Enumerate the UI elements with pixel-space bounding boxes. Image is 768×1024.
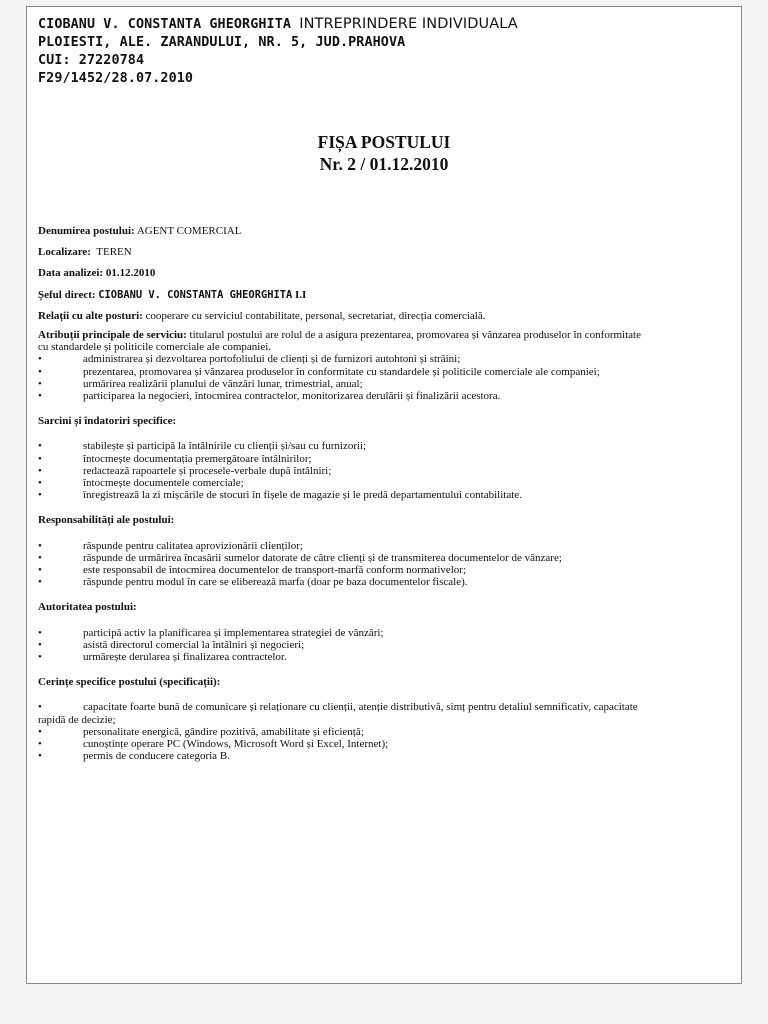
document-page: [26, 6, 742, 984]
sarcini-list: [38, 440, 733, 501]
list-item: [38, 750, 733, 762]
list-item-text: răspunde pentru calitatea aprovizionării clienților;: [83, 539, 303, 552]
field-value: TEREN: [96, 246, 132, 259]
responsabilitati-heading: Responsabilități ale postului:: [38, 514, 175, 527]
section-label: Atribuții principale de serviciu:: [38, 329, 187, 342]
list-item: [38, 701, 733, 713]
field-value-suffix: I.I: [294, 288, 307, 301]
company-name: CIOBANU V. CONSTANTA GHEORGHITA: [38, 17, 292, 32]
bullet-icon: •: [38, 365, 42, 378]
list-item: [38, 627, 733, 639]
autoritate-heading: Autoritatea postului:: [38, 601, 137, 614]
list-item: [38, 353, 733, 365]
company-type: INTREPRINDERE INDIVIDUALA: [299, 16, 518, 32]
bullet-icon: •: [38, 477, 42, 490]
atributii-list: [38, 353, 733, 402]
list-item: [38, 651, 733, 663]
field-denumire: [38, 225, 733, 237]
bullet-icon: •: [38, 701, 42, 714]
list-item: [38, 378, 733, 390]
bullet-icon: •: [38, 452, 42, 465]
list-item-text: participarea la negocieri, întocmirea contractelor, monitorizarea derulării și finalizării acestora.: [83, 390, 501, 403]
field-label: Relații cu alte posturi:: [38, 309, 143, 322]
list-item-text: participă activ la planificarea și implementarea strategiei de vânzări;: [83, 626, 384, 639]
list-item: [38, 453, 733, 465]
field-value: cooperare cu serviciul contabilitate, personal, secretariat, direcția comercială.: [145, 309, 486, 322]
atributii-intro: [38, 329, 733, 341]
list-item-text: înregistrează la zi mișcările de stocuri în fișele de magazie și le predă departamentului contabilitate.: [83, 489, 522, 502]
autoritate-list: [38, 627, 733, 664]
field-value: CIOBANU V. CONSTANTA GHEORGHITA: [98, 288, 293, 301]
bullet-icon: •: [38, 390, 42, 403]
list-item-text: asistă directorul comercial la întâlniri și negocieri;: [83, 638, 305, 651]
bullet-icon: •: [38, 539, 42, 552]
document-body: [38, 225, 733, 763]
list-item: [38, 738, 733, 750]
atributii-intro-continued: cu standardele și politicile comerciale ale companiei.: [38, 341, 272, 354]
cerinte-heading: Cerințe specifice postului (specificații):: [38, 676, 221, 689]
list-item: [38, 540, 733, 552]
list-item: [38, 477, 733, 489]
field-label: Șeful direct:: [38, 288, 96, 301]
list-item-text: urmărirea realizării planului de vânzări lunar, trimestrial, anual;: [83, 377, 363, 390]
field-value: AGENT COMERCIAL: [136, 225, 242, 237]
header-line-registration: F29/1452/28.07.2010: [38, 71, 194, 86]
list-item: [38, 390, 733, 402]
company-header: [38, 15, 518, 88]
list-item-text: întocmește documentația premergătoare întâlnirilor;: [83, 452, 312, 465]
list-item: [38, 552, 733, 564]
document-title: [27, 131, 741, 175]
bullet-icon: •: [38, 377, 42, 390]
field-sef-direct: [38, 289, 733, 301]
header-line-cui: CUI: 27220784: [38, 53, 145, 68]
list-item-text: prezentarea, promovarea și vânzarea produselor în conformitate cu standardele și politicile comerciale ale companiei;: [83, 365, 600, 378]
list-item-text: răspunde pentru modul în care se eliberează marfa (doar pe baza documentelor fiscale).: [83, 576, 468, 589]
list-item: [38, 564, 733, 576]
title-line: FIȘA POSTULUI: [317, 132, 451, 152]
sarcini-heading: Sarcini și îndatoriri specifice:: [38, 415, 177, 428]
list-item: [38, 440, 733, 452]
list-item-text: administrarea și dezvoltarea portofoliului de clienți și de furnizori autohtoni și străini;: [83, 353, 461, 366]
title-number: Nr. 2 / 01.12.2010: [319, 154, 449, 174]
list-item: [38, 726, 733, 738]
bullet-icon: •: [38, 638, 42, 651]
list-item-continued: rapidă de decizie;: [38, 713, 116, 726]
list-item-text: permis de conducere categoria B.: [83, 750, 230, 763]
bullet-icon: •: [38, 440, 42, 453]
bullet-icon: •: [38, 626, 42, 639]
list-item-text: capacitate foarte bună de comunicare și relaționare cu clienții, atenție distributivă, simț pentru detaliul semnificativ, capacitate: [83, 701, 638, 714]
list-item-text: stabilește și participă la întâlnirile cu clienții și/sau cu furnizorii;: [83, 440, 367, 453]
bullet-icon: •: [38, 564, 42, 577]
bullet-icon: •: [38, 576, 42, 589]
field-label: Data analizei:: [38, 267, 104, 280]
bullet-icon: •: [38, 651, 42, 664]
header-line-address: PLOIESTI, ALE. ZARANDULUI, NR. 5, JUD.PRAHOVA: [38, 35, 406, 50]
list-item-text: răspunde de urmărirea încasării sumelor datorate de către clienți și de transmiterea documentelor de vânzare;: [83, 551, 562, 564]
bullet-icon: •: [38, 551, 42, 564]
field-label: Denumirea postului:: [38, 225, 135, 237]
list-item: [38, 366, 733, 378]
header-line-company: [38, 15, 518, 34]
field-localizare: [38, 246, 733, 258]
list-item-text: întocmește documentele comerciale;: [83, 477, 244, 490]
list-item-text: personalitate energică, gândire pozitivă, amabilitate și eficiență;: [83, 725, 364, 738]
list-item: [38, 489, 733, 501]
list-item-text: urmărește derularea și finalizarea contractelor.: [83, 651, 287, 664]
bullet-icon: •: [38, 464, 42, 477]
list-item-text: redactează rapoartele și procesele-verbale după întâlniri;: [83, 464, 332, 477]
responsabilitati-list: [38, 540, 733, 589]
field-relatii: [38, 310, 733, 322]
bullet-icon: •: [38, 353, 42, 366]
list-item-text: este responsabil de întocmirea documentelor de transport-marfă conform normativelor;: [83, 564, 467, 577]
bullet-icon: •: [38, 738, 42, 751]
list-item: [38, 639, 733, 651]
list-item: [38, 576, 733, 588]
bullet-icon: •: [38, 489, 42, 502]
list-item-text: cunoștințe operare PC (Windows, Microsoft Word și Excel, Internet);: [83, 738, 389, 751]
cerinte-list: [38, 701, 733, 762]
field-data-analizei: [38, 267, 733, 279]
bullet-icon: •: [38, 725, 42, 738]
list-item: [38, 465, 733, 477]
bullet-icon: •: [38, 750, 42, 763]
field-label: Localizare:: [38, 246, 91, 259]
field-value: 01.12.2010: [105, 267, 156, 280]
intro-text: titularul postului are rolul de a asigura prezentarea, promovarea și vânzarea produselor în conformitate: [189, 329, 641, 342]
